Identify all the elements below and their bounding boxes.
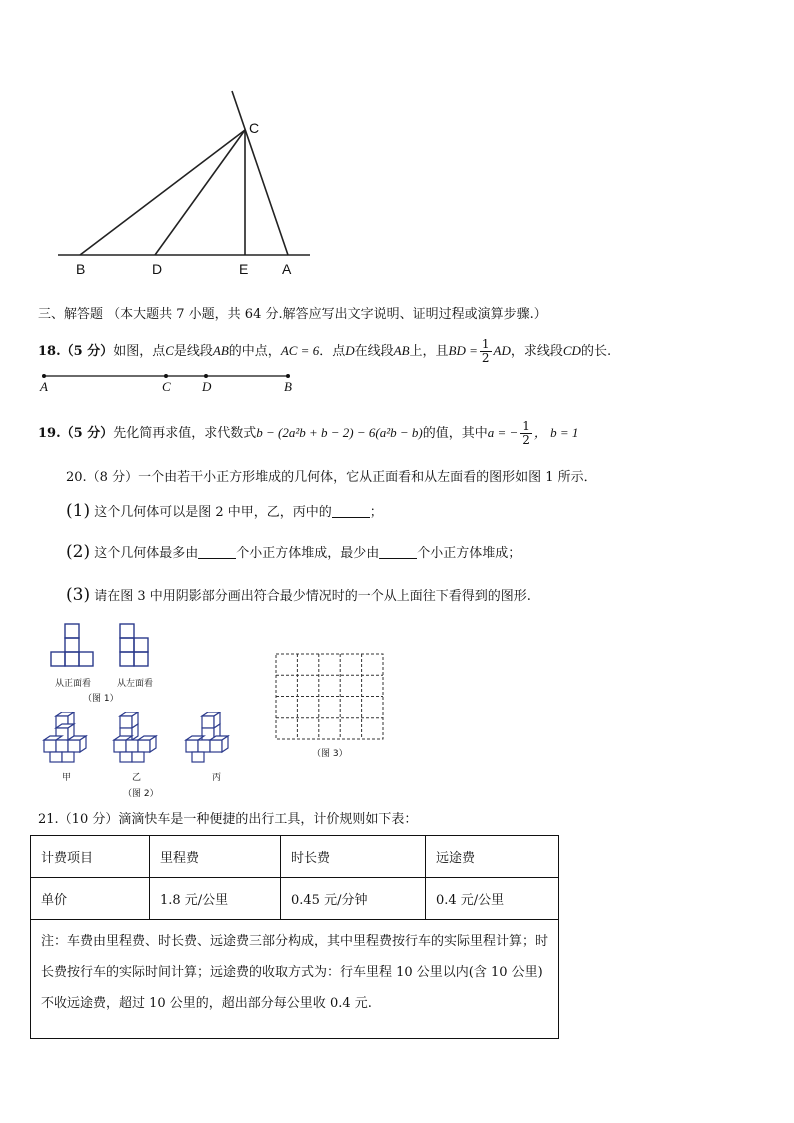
q18-fraction [480, 338, 492, 365]
table-header-cell: 计费项目 [31, 836, 150, 878]
table-header-cell: 远途费 [426, 836, 559, 878]
point-label-b: B [284, 379, 292, 394]
table-cell: 单价 [31, 878, 150, 920]
question-19 [38, 420, 578, 447]
caption-jia: 甲 [62, 773, 72, 783]
triangle-figure [50, 85, 320, 285]
point-label-d: D [202, 379, 212, 394]
question-18 [38, 338, 611, 365]
q18-var: AC = 6 [280, 343, 320, 358]
segment-cb [80, 130, 245, 255]
label-d: D [152, 261, 163, 277]
q18-text: 如图，点 [113, 344, 166, 359]
q18-text: ，求线段 [510, 344, 563, 359]
q18-var: AB [393, 343, 410, 358]
q18-number: 18.（5 分） [38, 344, 114, 359]
part-number: (2) [66, 542, 91, 562]
caption-fig1: （图 1） [83, 694, 119, 704]
point-d [204, 374, 208, 378]
q18-text: 上，且 [409, 344, 449, 359]
question-20-part1 [66, 503, 383, 521]
q19-expression: b − (2a²b + b − 2) − 6(a²b − b) [256, 425, 423, 440]
point-a [42, 374, 46, 378]
q19-b-value: ， b = 1 [533, 425, 579, 440]
q18-var: C [165, 343, 174, 358]
label-a: A [282, 261, 292, 277]
frac-num: 1 [481, 337, 490, 351]
solid-jia [38, 712, 94, 764]
segment-ca [232, 91, 288, 255]
caption-bing: 丙 [212, 773, 222, 783]
segment-cd [155, 130, 245, 255]
point-b [286, 374, 290, 378]
part-text: 个小正方体堆成； [417, 546, 522, 561]
left-view-figure [118, 622, 152, 668]
answer-blank[interactable] [198, 546, 236, 559]
dashed-grid [275, 653, 385, 741]
caption-fig3: （图 3） [312, 749, 348, 759]
table-row [31, 920, 559, 1039]
part-text: 这个几何体最多由 [94, 546, 199, 561]
q19-text: 的值，其中 [422, 426, 488, 441]
q19-fraction [520, 420, 532, 447]
question-20-intro: 20.（8 分）一个由若干小正方形堆成的几何体，它从正面看和从左面看的图形如图 1 所示． [66, 470, 597, 485]
table-cell: 0.4 元/公里 [426, 878, 559, 920]
table-header-cell: 里程费 [150, 836, 281, 878]
label-e: E [239, 261, 249, 277]
table-row [31, 878, 559, 920]
caption-left-view: 从左面看 [117, 679, 154, 689]
q18-text: ．点 [319, 344, 346, 359]
table-row [31, 836, 559, 878]
point-label-a: A [40, 379, 48, 394]
point-label-c: C [162, 379, 171, 394]
q19-a-value: a = − [487, 425, 519, 440]
table-cell: 1.8 元/公里 [150, 878, 281, 920]
caption-fig2: （图 2） [123, 789, 159, 799]
part-text: ； [369, 505, 383, 520]
solid-bing [182, 712, 238, 764]
answer-blank[interactable] [332, 505, 370, 518]
answer-blank[interactable] [379, 546, 417, 559]
frac-num: 1 [522, 419, 530, 433]
frac-den: 2 [481, 351, 490, 365]
part-number: (3) [66, 585, 91, 605]
fare-table [30, 835, 559, 1039]
table-note: 注：车费由里程费、时长费、远途费三部分构成，其中里程费按行车的实际里程计算；时长费按行车的实际时间计算；远途费的收取方式为：行车里程 10 公里以内(含 10 公里)不收远途费，超过 10 公里的，超出部分每公里收 0.4 元. [31, 920, 559, 1039]
q18-var: AB [212, 343, 229, 358]
caption-front-view: 从正面看 [55, 679, 92, 689]
q18-var: AD [493, 343, 511, 358]
q19-number: 19.（5 分） [38, 426, 114, 441]
front-view-figure [50, 622, 96, 668]
table-cell: 0.45 元/分钟 [281, 878, 426, 920]
solid-yi [106, 712, 162, 764]
question-20-part3 [66, 587, 531, 605]
q18-text: 的中点， [228, 344, 281, 359]
part-number: (1) [66, 501, 91, 521]
q18-var: BD = [448, 343, 478, 358]
part-text: 这个几何体可以是图 2 中甲，乙，丙中的 [94, 505, 332, 520]
caption-yi: 乙 [132, 773, 142, 783]
label-c: C [249, 120, 260, 136]
question-21-intro: 21.（10 分）滴滴快车是一种便捷的出行工具，计价规则如下表： [38, 812, 418, 827]
part-text: 个小正方体堆成，最少由 [236, 546, 380, 561]
frac-den: 2 [522, 433, 530, 447]
q18-text: 的长. [580, 344, 612, 359]
q19-text: 先化简再求值，求代数式 [113, 426, 257, 441]
question-20-part2 [66, 544, 521, 562]
q18-text: 在线段 [354, 344, 394, 359]
part-text: 请在图 3 中用阴影部分画出符合最少情况时的一个从上面往下看得到的图形. [94, 589, 531, 604]
q18-var: CD [562, 343, 581, 358]
q18-text: 是线段 [173, 344, 213, 359]
label-b: B [76, 261, 86, 277]
q18-var: D [345, 343, 355, 358]
table-header-cell: 时长费 [281, 836, 426, 878]
point-c [164, 374, 168, 378]
section-title: 三、解答题 （本大题共 7 小题，共 64 分.解答应写出文字说明、证明过程或演算步骤.） [38, 307, 547, 322]
